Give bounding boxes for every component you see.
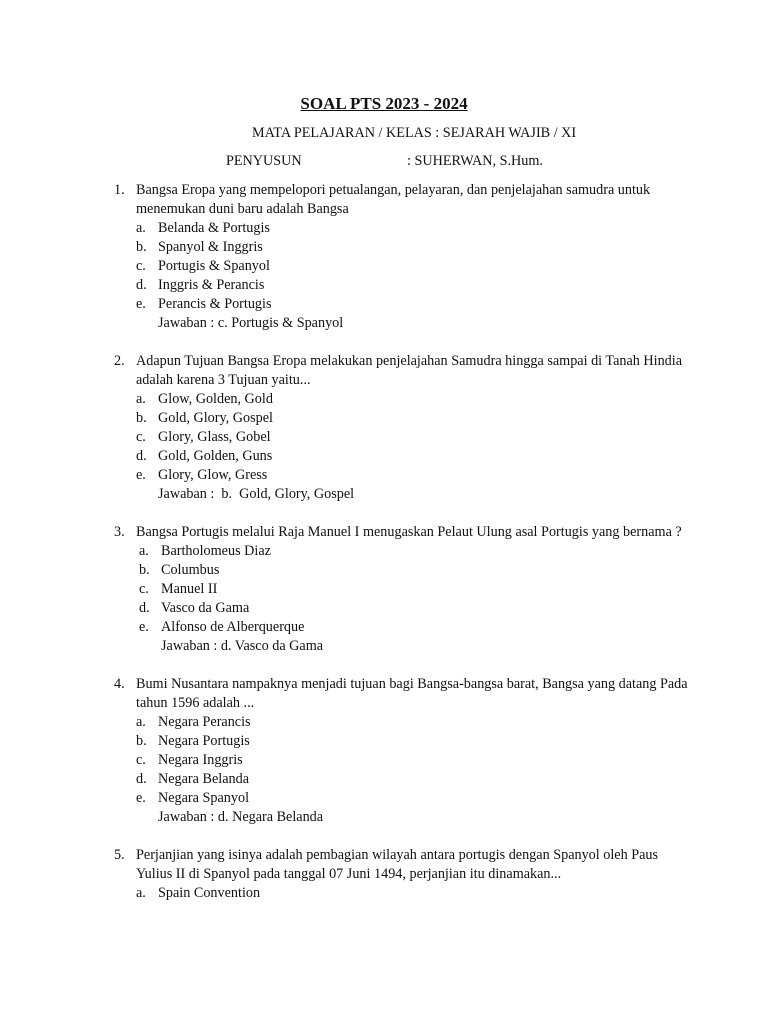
option-text: Negara Belanda [158, 771, 249, 787]
question-text: Bumi Nusantara nampaknya menjadi tujuan bagi Bangsa-bangsa barat, Bangsa yang datang Pada tahun 1596 adalah ... [136, 676, 688, 711]
option-letter: c. [136, 258, 146, 274]
option-text: Glow, Golden, Gold [158, 391, 273, 407]
option-text: Spain Convention [158, 885, 261, 901]
option-text: Inggris & Perancis [158, 277, 265, 293]
option-e [0, 789, 768, 808]
question-text: Adapun Tujuan Bangsa Eropa melakukan penjelajahan Samudra hingga sampai di Tanah Hindia adalah karena 3 Tujuan yaitu... [136, 353, 683, 388]
option-d [0, 770, 768, 789]
question-2 [0, 352, 768, 504]
option-letter: d. [136, 277, 147, 293]
answer-line: Jawaban : b. Gold, Glory, Gospel [158, 486, 355, 502]
option-c [0, 428, 768, 447]
question-number: 2. [114, 353, 125, 369]
question-number: 4. [114, 676, 125, 692]
answer-line: Jawaban : d. Negara Belanda [158, 809, 324, 825]
option-letter: a. [136, 391, 146, 407]
option-a [0, 713, 768, 732]
option-letter: d. [136, 771, 147, 787]
option-text: Columbus [161, 562, 220, 578]
option-letter: d. [139, 600, 150, 616]
option-text: Alfonso de Alberquerque [161, 619, 305, 635]
question-number: 5. [114, 847, 125, 863]
option-text: Spanyol & Inggris [158, 239, 263, 255]
option-a [0, 390, 768, 409]
question-1 [0, 181, 768, 333]
author-value: : SUHERWAN, S.Hum. [407, 153, 543, 169]
option-e [0, 466, 768, 485]
question-number: 1. [114, 182, 125, 198]
option-letter: d. [136, 448, 147, 464]
option-text: Negara Spanyol [158, 790, 250, 806]
option-b [0, 732, 768, 751]
author-label: PENYUSUN [226, 153, 302, 169]
option-e [0, 295, 768, 314]
option-c [0, 257, 768, 276]
option-text: Gold, Golden, Guns [158, 448, 273, 464]
question-text: Perjanjian yang isinya adalah pembagian wilayah antara portugis dengan Spanyol oleh Paus Yulius II di Spanyol pada tanggal 07 Juni 1494, perjanjian itu dinamakan... [136, 847, 659, 882]
option-letter: e. [136, 790, 146, 806]
option-letter: b. [136, 239, 147, 255]
option-letter: e. [136, 296, 146, 312]
document-title: SOAL PTS 2023 - 2024 [300, 94, 468, 113]
option-letter: a. [136, 220, 146, 236]
option-text: Negara Inggris [158, 752, 243, 768]
subject-line: MATA PELAJARAN / KELAS : SEJARAH WAJIB / XI [252, 125, 577, 141]
option-letter: b. [139, 562, 150, 578]
option-text: Vasco da Gama [161, 600, 250, 616]
option-text: Gold, Glory, Gospel [158, 410, 273, 426]
option-a [0, 219, 768, 238]
answer-line: Jawaban : d. Vasco da Gama [161, 638, 324, 654]
question-text: Bangsa Portugis melalui Raja Manuel I menugaskan Pelaut Ulung asal Portugis yang bernama ? [136, 524, 682, 540]
option-text: Manuel II [161, 581, 218, 597]
question-text: Bangsa Eropa yang mempelopori petualangan, pelayaran, dan penjelajahan samudra untuk menemukan duni baru adalah Bangsa [136, 182, 651, 217]
option-b [0, 409, 768, 428]
option-letter: c. [136, 752, 146, 768]
option-text: Glory, Glow, Gress [158, 467, 268, 483]
question-list [0, 181, 768, 922]
option-b [0, 238, 768, 257]
option-b [0, 561, 768, 580]
option-letter: e. [139, 619, 149, 635]
option-text: Portugis & Spanyol [158, 258, 270, 274]
option-text: Perancis & Portugis [158, 296, 272, 312]
option-d [0, 599, 768, 618]
question-number: 3. [114, 524, 125, 540]
option-text: Glory, Glass, Gobel [158, 429, 271, 445]
option-d [0, 447, 768, 466]
option-a [0, 542, 768, 561]
option-letter: e. [136, 467, 146, 483]
question-5 [0, 846, 768, 903]
option-letter: a. [136, 714, 146, 730]
question-4 [0, 675, 768, 827]
question-3 [0, 523, 768, 656]
option-d [0, 276, 768, 295]
option-text: Bartholomeus Diaz [161, 543, 271, 559]
option-letter: c. [139, 581, 149, 597]
option-letter: b. [136, 733, 147, 749]
option-letter: c. [136, 429, 146, 445]
option-letter: a. [139, 543, 149, 559]
option-text: Negara Portugis [158, 733, 250, 749]
option-letter: a. [136, 885, 146, 901]
option-text: Belanda & Portugis [158, 220, 270, 236]
option-c [0, 580, 768, 599]
option-a [0, 884, 768, 903]
option-c [0, 751, 768, 770]
option-letter: b. [136, 410, 147, 426]
option-e [0, 618, 768, 637]
option-text: Negara Perancis [158, 714, 251, 730]
answer-line: Jawaban : c. Portugis & Spanyol [158, 315, 344, 331]
